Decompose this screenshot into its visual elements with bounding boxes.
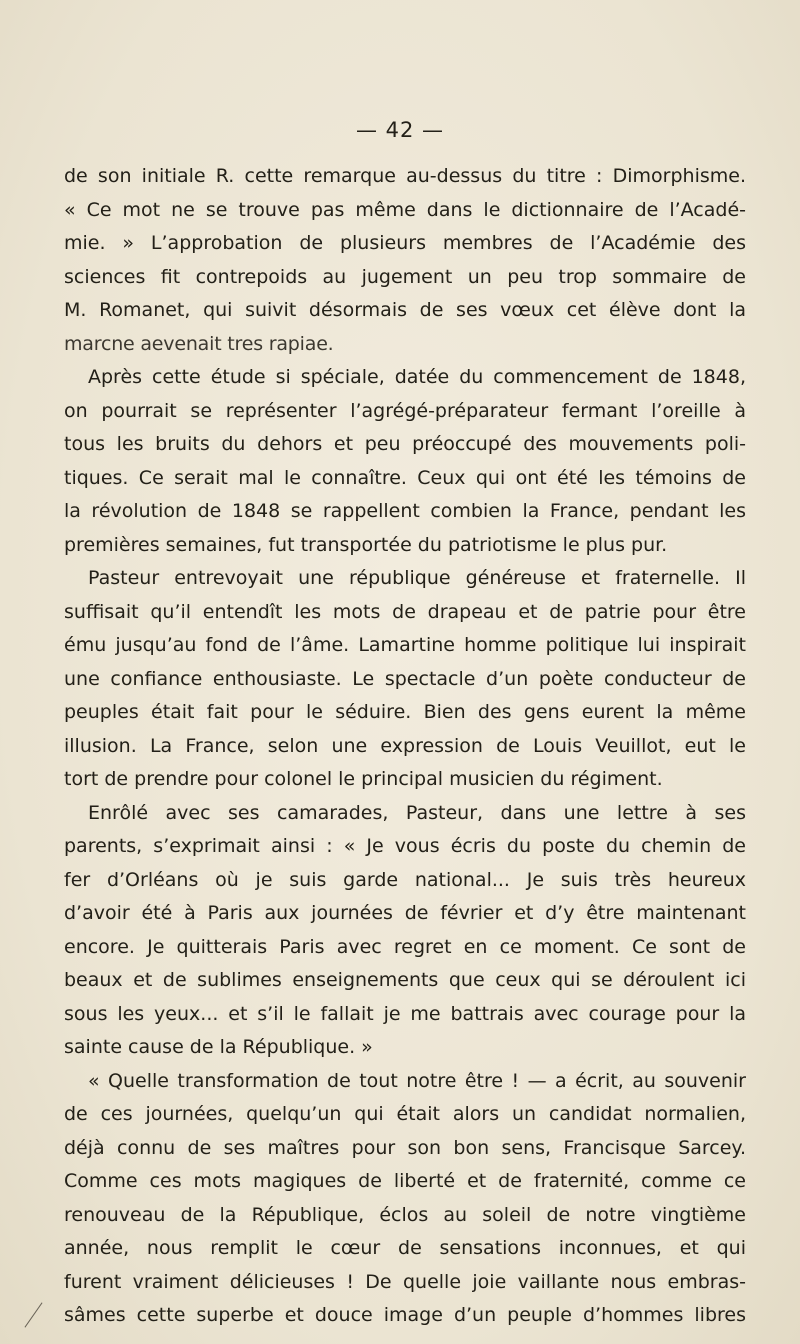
- text-line: premières semaines, fut transportée du patriotisme le plus pur.: [64, 533, 668, 556]
- text-line: d’avoir été à Paris aux journées de février et d’y être maintenant: [64, 902, 746, 924]
- page-number: — 42 —: [355, 118, 445, 142]
- text-line: illusion. La France, selon une expression de Louis Veuillot, eut le: [64, 734, 746, 757]
- text-line: on pourrait se représenter l’agrégé-préparateur fermant l’oreille à: [64, 399, 746, 422]
- text-line: une confiance enthousiaste. Le spectacle d’un poète conducteur de: [64, 667, 746, 690]
- text-line: la révolution de 1848 se rappellent combien la France, pendant les: [64, 500, 746, 522]
- text-line: de son initiale R. cette remarque au-dessus du titre : Dimorphisme.: [64, 165, 746, 187]
- text-line: encore. Je quitterais Paris avec regret en ce moment. Ce sont de: [64, 935, 746, 958]
- text-line: « Ce mot ne se trouve pas même dans le dictionnaire de l’Acadé-: [64, 198, 746, 221]
- text-line: M. Romanet, qui suivit désormais de ses vœux cet élève dont la: [64, 299, 746, 321]
- text-line: fer d’Orléans où je suis garde national... Je suis très heureux: [64, 868, 746, 891]
- text-line: ému jusqu’au fond de l’âme. Lamartine homme politique lui inspirait: [64, 634, 746, 656]
- text-line: Pasteur entrevoyait une république généreuse et fraternelle. Il: [88, 567, 746, 589]
- text-line: tiques. Ce serait mal le connaître. Ceux qui ont été les témoins de: [64, 466, 746, 489]
- text-line: marcne aevenait tres rapiae.: [64, 332, 334, 355]
- text-line: sainte cause de la République. »: [64, 1036, 373, 1058]
- text-line: parents, s’exprimait ainsi : « Je vous écris du poste du chemin de: [64, 835, 746, 857]
- text-line: sciences fit contrepoids au jugement un peu trop sommaire de: [64, 265, 746, 288]
- text-line: « Quelle transformation de tout notre être ! — a écrit, au souvenir: [88, 1069, 746, 1092]
- text-line: de ces journées, quelqu’un qui était alors un candidat normalien,: [64, 1103, 746, 1125]
- text-line: Comme ces mots magiques de liberté et de fraternité, comme ce: [64, 1170, 746, 1192]
- body-text: [64, 160, 746, 1333]
- text-line: peuples était fait pour le séduire. Bien des gens eurent la même: [64, 701, 746, 723]
- text-line: Enrôlé avec ses camarades, Pasteur, dans une lettre à ses: [88, 801, 746, 824]
- text-line: renouveau de la République, éclos au soleil de notre vingtième: [64, 1203, 746, 1226]
- margin-pencil-mark: [24, 1302, 42, 1327]
- text-line: sous les yeux... et s’il le fallait je me battrais avec courage pour la: [64, 1002, 746, 1025]
- text-line: suffisait qu’il entendît les mots de drapeau et de patrie pour être: [64, 600, 746, 623]
- text-line: Après cette étude si spéciale, datée du commencement de 1848,: [88, 366, 746, 388]
- text-line: année, nous remplit le cœur de sensations inconnues, et qui: [64, 1237, 746, 1259]
- text-line: mie. » L’approbation de plusieurs membres de l’Académie des: [64, 232, 746, 254]
- text-line: furent vraiment délicieuses ! De quelle joie vaillante nous embras-: [64, 1270, 746, 1293]
- text-line: déjà connu de ses maîtres pour son bon sens, Francisque Sarcey.: [64, 1136, 746, 1159]
- text-line: tort de prendre pour colonel le principal musicien du régiment.: [64, 768, 663, 790]
- text-line: beaux et de sublimes enseignements que ceux qui se déroulent ici: [64, 969, 746, 991]
- text-line: tous les bruits du dehors et peu préoccupé des mouvements poli-: [64, 433, 746, 455]
- text-line: sâmes cette superbe et douce image d’un peuple d’hommes libres: [64, 1304, 746, 1326]
